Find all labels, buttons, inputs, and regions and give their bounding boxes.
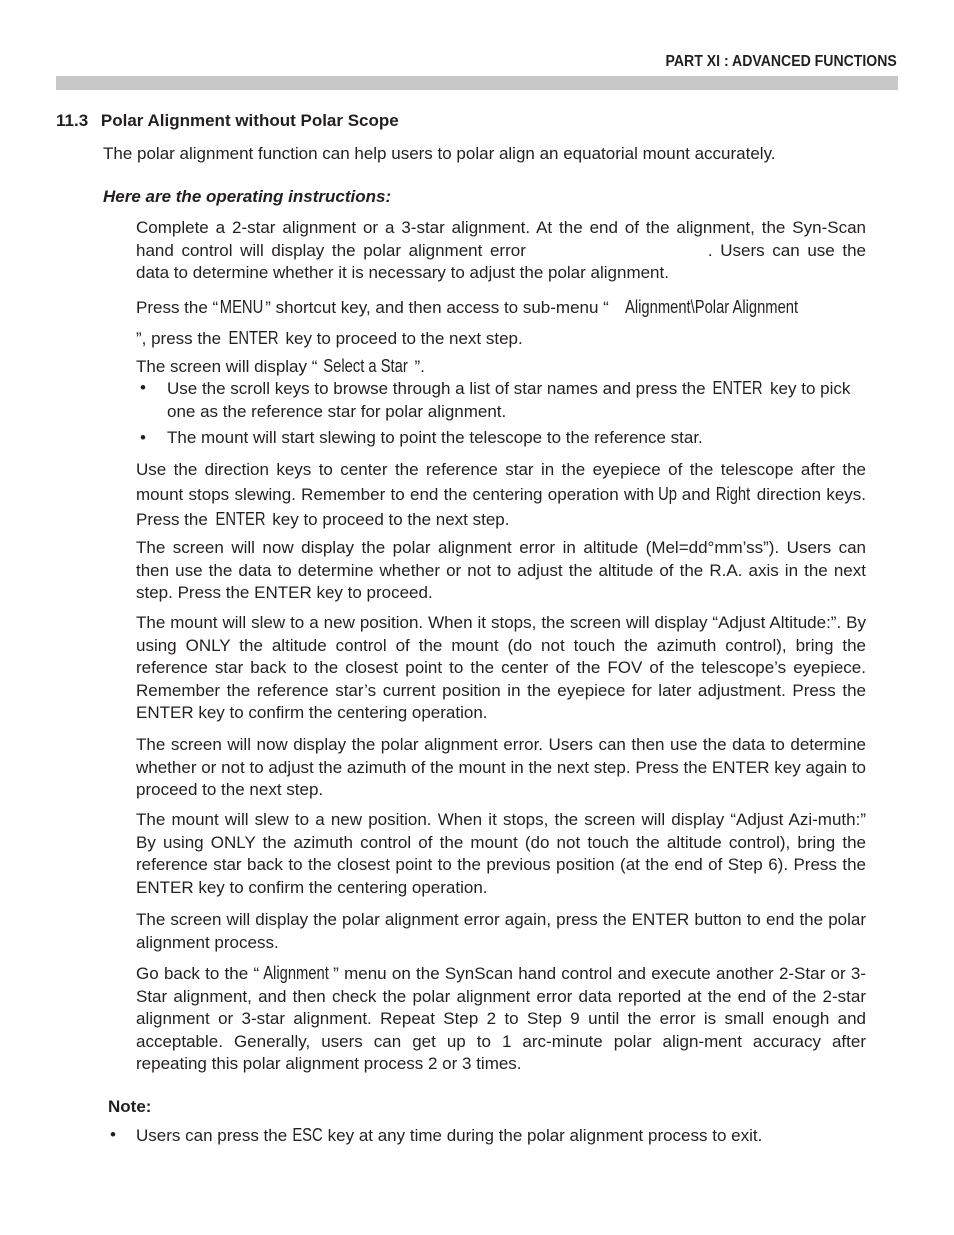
- bullet-item-1: [136, 377, 866, 423]
- step-1-text-a: Complete a 2-star alignment or a 3-star alignment. At the end of the alignment, the Syn-Scan hand control will display the polar alignment error: [136, 218, 866, 260]
- step-3-text-a: The screen will display “: [136, 357, 318, 376]
- up-key-label: Up: [658, 484, 678, 504]
- step-6: The mount will slew to a new position. When it stops, the screen will display “Adjust Altitude:”. By using ONLY the altitude control of the mount (do not touch the azimuth control), bring the reference star back to the closest point to the center of the FOV of the telescope’s eyepiece. Remember the reference star’s current position in the eyepiece for later adjustment. Press the ENTER key to confirm the centering operation.: [136, 613, 866, 722]
- step-4: [136, 458, 866, 532]
- submenu-path-label: Alignment\Polar Alignment: [624, 297, 798, 317]
- bullet-1-text-a: Use the scroll keys to browse through a list of star names and press the: [167, 379, 711, 398]
- step-3-text-b: ”.: [414, 357, 425, 376]
- step-2: [136, 292, 866, 354]
- bullet-1-text: [167, 377, 866, 423]
- right-key-label: Right: [716, 484, 751, 504]
- step-4-text-a: Use the direction keys to center the reference star in the eyepiece of the telescope after the mount stops slewing. Remember to end the centering operation with: [136, 460, 866, 504]
- step-4-text-c: direction keys. Press the: [136, 485, 866, 529]
- step-4-text-d: key to proceed to the next step.: [267, 510, 510, 529]
- note-text-a: Users can press the: [136, 1126, 292, 1145]
- step-1-text-b: . Users can use the data to determine whether it is necessary to adjust the polar alignment.: [136, 240, 866, 282]
- section-number: 11.3: [56, 111, 89, 130]
- note-bullet: [108, 1124, 868, 1148]
- alignment-menu-label: Alignment: [263, 963, 329, 983]
- section-heading: [56, 111, 399, 131]
- esc-key-label: ESC: [292, 1125, 323, 1145]
- step-5: The screen will now display the polar alignment error in altitude (Mel=dd°mm’ss”). Users can then use the data to determine whether or not to adjust the altitude of the R.A. axis in the next step. Press the ENTER key to proceed.: [136, 538, 866, 602]
- intro-paragraph: The polar alignment function can help users to polar align an equatorial mount accurately.: [103, 144, 776, 163]
- note-text-b: key at any time during the polar alignment process to exit.: [322, 1126, 763, 1145]
- step-10-text-a: Go back to the “: [136, 964, 260, 983]
- note-label: Note:: [108, 1097, 152, 1116]
- section-title: Polar Alignment without Polar Scope: [100, 111, 399, 130]
- step-9: The screen will display the polar alignment error again, press the ENTER button to end the polar alignment process.: [136, 910, 866, 952]
- step-2-text-d: key to proceed to the next step.: [280, 329, 523, 348]
- step-10-text-b: ” menu on the SynScan hand control and execute another 2-Star or 3-Star alignment, and then check the polar alignment error data reported at the end of the 2-star alignment or 3-star alignment. Repeat Step 2 to Step 9 until the error is small enough and acceptable. Generally, users can get up to 1 arc-minute polar align-ment accuracy after repeating this polar alignment process 2 or 3 times.: [136, 964, 866, 1073]
- menu-key-label: MENU: [219, 297, 264, 317]
- header-rule: [56, 76, 898, 90]
- bullet-2-text: The mount will start slewing to point the telescope to the reference star.: [167, 428, 703, 447]
- instructions-heading: Here are the operating instructions:: [103, 187, 392, 206]
- step-1: [136, 217, 866, 285]
- enter-key-label: ENTER: [228, 328, 279, 348]
- step-10: [136, 962, 866, 1076]
- enter-key-label: ENTER: [712, 378, 763, 398]
- enter-key-label: ENTER: [215, 509, 266, 529]
- step-2-text-a: Press the “: [136, 298, 219, 317]
- step-2-text-c: ”, press the: [136, 329, 226, 348]
- select-a-star-label: Select a Star: [323, 356, 409, 376]
- step-4-text-b: and: [676, 485, 716, 504]
- step-8: The mount will slew to a new position. When it stops, the screen will display “Adjust Azi-muth:” By using ONLY the azimuth control of the mount (do not touch the altitude control), bring the reference star back to the closest point to the previous position (at the end of Step 6). Press the ENTER key to confirm the centering operation.: [136, 810, 866, 897]
- note-text: [136, 1124, 868, 1148]
- bullet-dot: •: [140, 428, 146, 447]
- bullet-1-text-b: key to pick one as the reference star for polar alignment.: [167, 379, 851, 421]
- step-2-text-b: ” shortcut key, and then access to sub-menu “: [265, 298, 609, 317]
- page-header-title: PART XI : ADVANCED FUNCTIONS: [665, 53, 897, 70]
- step-3: [136, 355, 866, 379]
- step-7: The screen will now display the polar alignment error. Users can then use the data to determine whether or not to adjust the azimuth of the mount in the next step. Press the ENTER key again to proceed to the next step.: [136, 735, 866, 799]
- bullet-item-2: [136, 427, 866, 450]
- bullet-dot: •: [110, 1125, 116, 1144]
- bullet-dot: •: [140, 378, 146, 397]
